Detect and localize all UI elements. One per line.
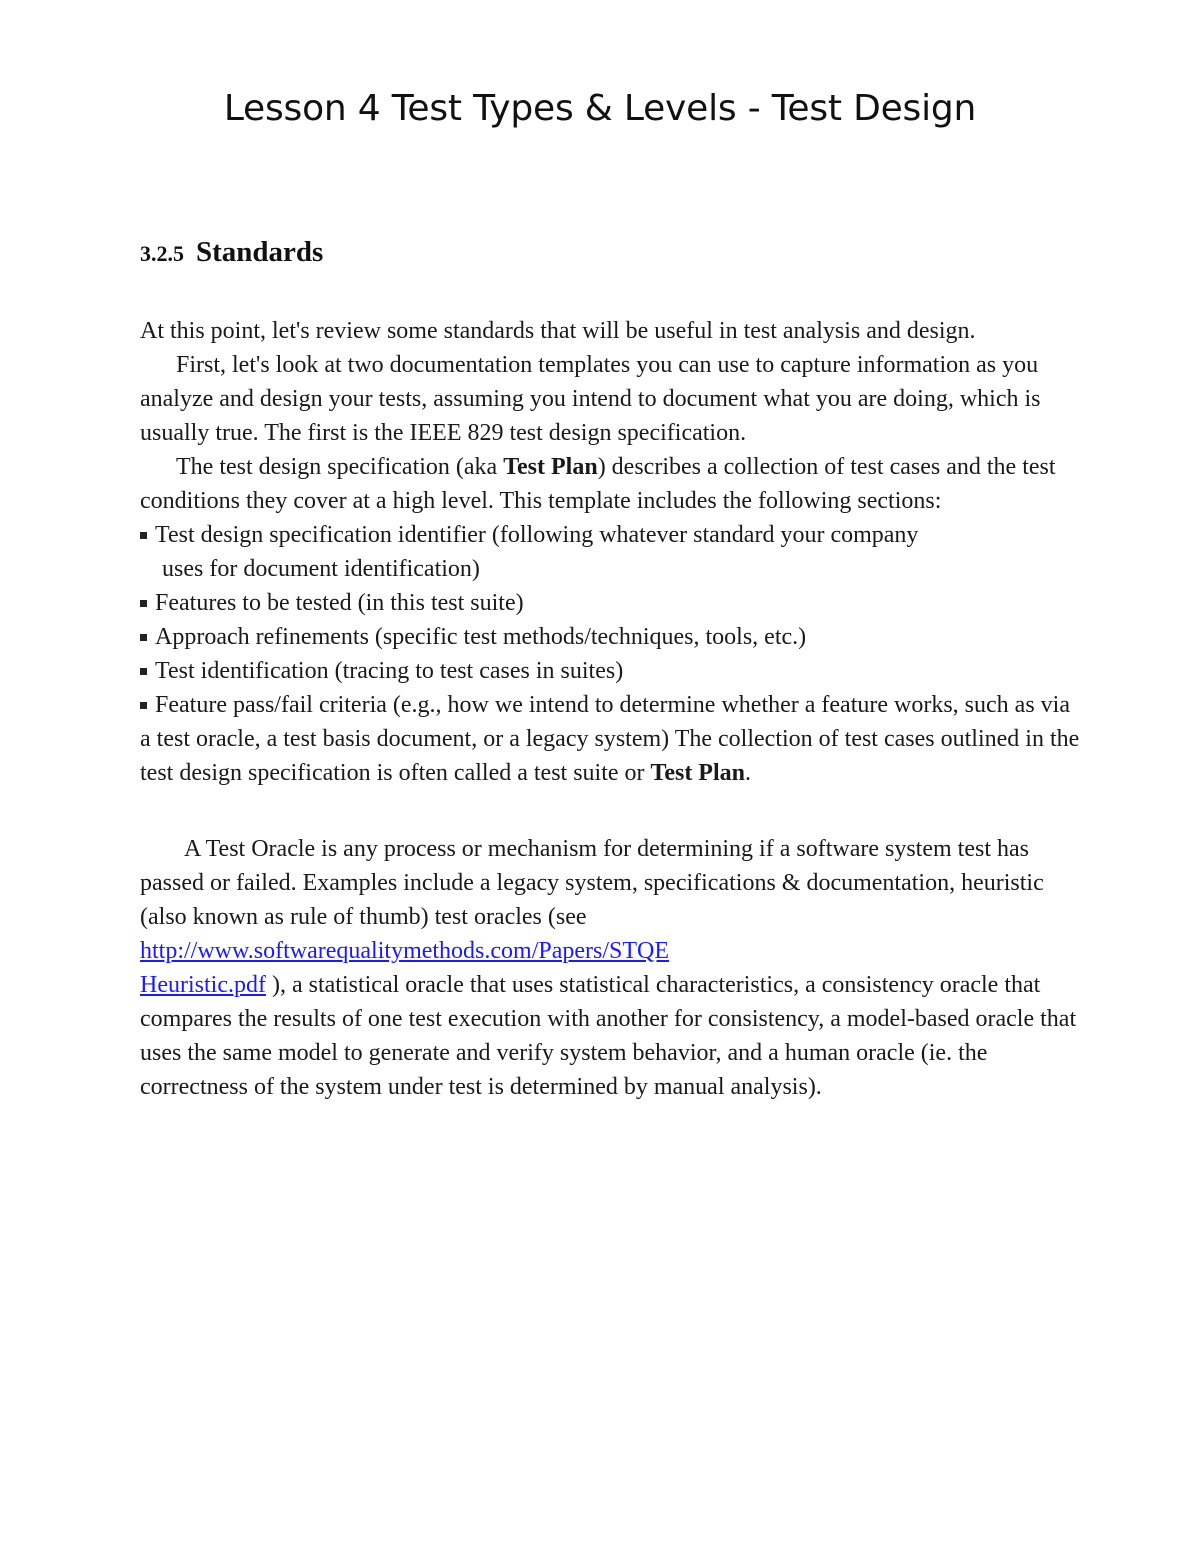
spec-bold-term: Test Plan	[503, 454, 598, 480]
square-bullet-icon	[140, 702, 147, 709]
page-title: Lesson 4 Test Types & Levels - Test Design	[223, 88, 977, 129]
intro-paragraph: At this point, let's review some standards that will be useful in test analysis and design.	[140, 318, 976, 344]
list-item	[140, 688, 1080, 790]
list-item-text: Approach refinements (specific test methods/techniques, tools, etc.)	[155, 624, 807, 650]
link-text-line2[interactable]: Heuristic.pdf	[140, 972, 266, 998]
list-item	[140, 620, 1080, 654]
list-item-bold-term: Test Plan	[650, 760, 745, 786]
spec-text-after: ) describes a collection of test cases and the test conditions they cover at a high level. This template includes the following sections:	[140, 454, 1056, 514]
list-item-continuation: uses for document identification)	[162, 556, 480, 582]
spec-text-before: The test design specification (aka	[176, 454, 504, 480]
paragraph-spacer	[140, 790, 1080, 832]
section-name: Standards	[196, 236, 324, 268]
list-item-text-end: .	[744, 760, 751, 786]
test-oracle-paragraph	[140, 832, 1080, 1104]
list-item-text: Features to be tested (in this test suite)	[155, 590, 524, 616]
oracle-text-after-link: ), a statistical oracle that uses statistical characteristics, a consistency oracle that compares the results of one test execution with another for consistency, a model-based oracle that uses the same model to generate and verify system behavior, and a human oracle (ie. the correctness of the system under test is determined by manual analysis).	[140, 972, 1077, 1100]
list-item	[140, 518, 1080, 586]
spec-paragraph	[140, 450, 1080, 518]
square-bullet-icon	[140, 600, 147, 607]
oracle-text-before-link: A Test Oracle is any process or mechanism for determining if a software system test has passed or failed. Examples include a legacy system, specifications & documentation, heuristic (also known as rule of thumb) test oracles (see	[140, 836, 1044, 930]
list-item-text: Test design specification identifier (following whatever standard your company	[155, 522, 919, 548]
list-item	[140, 586, 1080, 620]
sections-bullet-list	[140, 518, 1080, 790]
square-bullet-icon	[140, 668, 147, 675]
list-item-text: Test identification (tracing to test cases in suites)	[155, 658, 624, 684]
list-item	[140, 654, 1080, 688]
section-heading	[140, 236, 323, 269]
templates-paragraph: First, let's look at two documentation templates you can use to capture information as you analyze and design your tests, assuming you intend to document what you are doing, which is usually true. The first is the IEEE 829 test design specification.	[140, 352, 1041, 446]
section-number: 3.2.5	[140, 241, 184, 266]
link-text-line1[interactable]: http://www.softwarequalitymethods.com/Papers/STQE	[140, 938, 670, 964]
list-item-text: Feature pass/fail criteria (e.g., how we intend to determine whether a feature works, such as via a test oracle, a test basis document, or a legacy system) The collection of test cases outlined in the test design specification is often called a test suite or	[140, 692, 1080, 786]
square-bullet-icon	[140, 532, 147, 539]
document-body	[140, 314, 1080, 1104]
square-bullet-icon	[140, 634, 147, 641]
